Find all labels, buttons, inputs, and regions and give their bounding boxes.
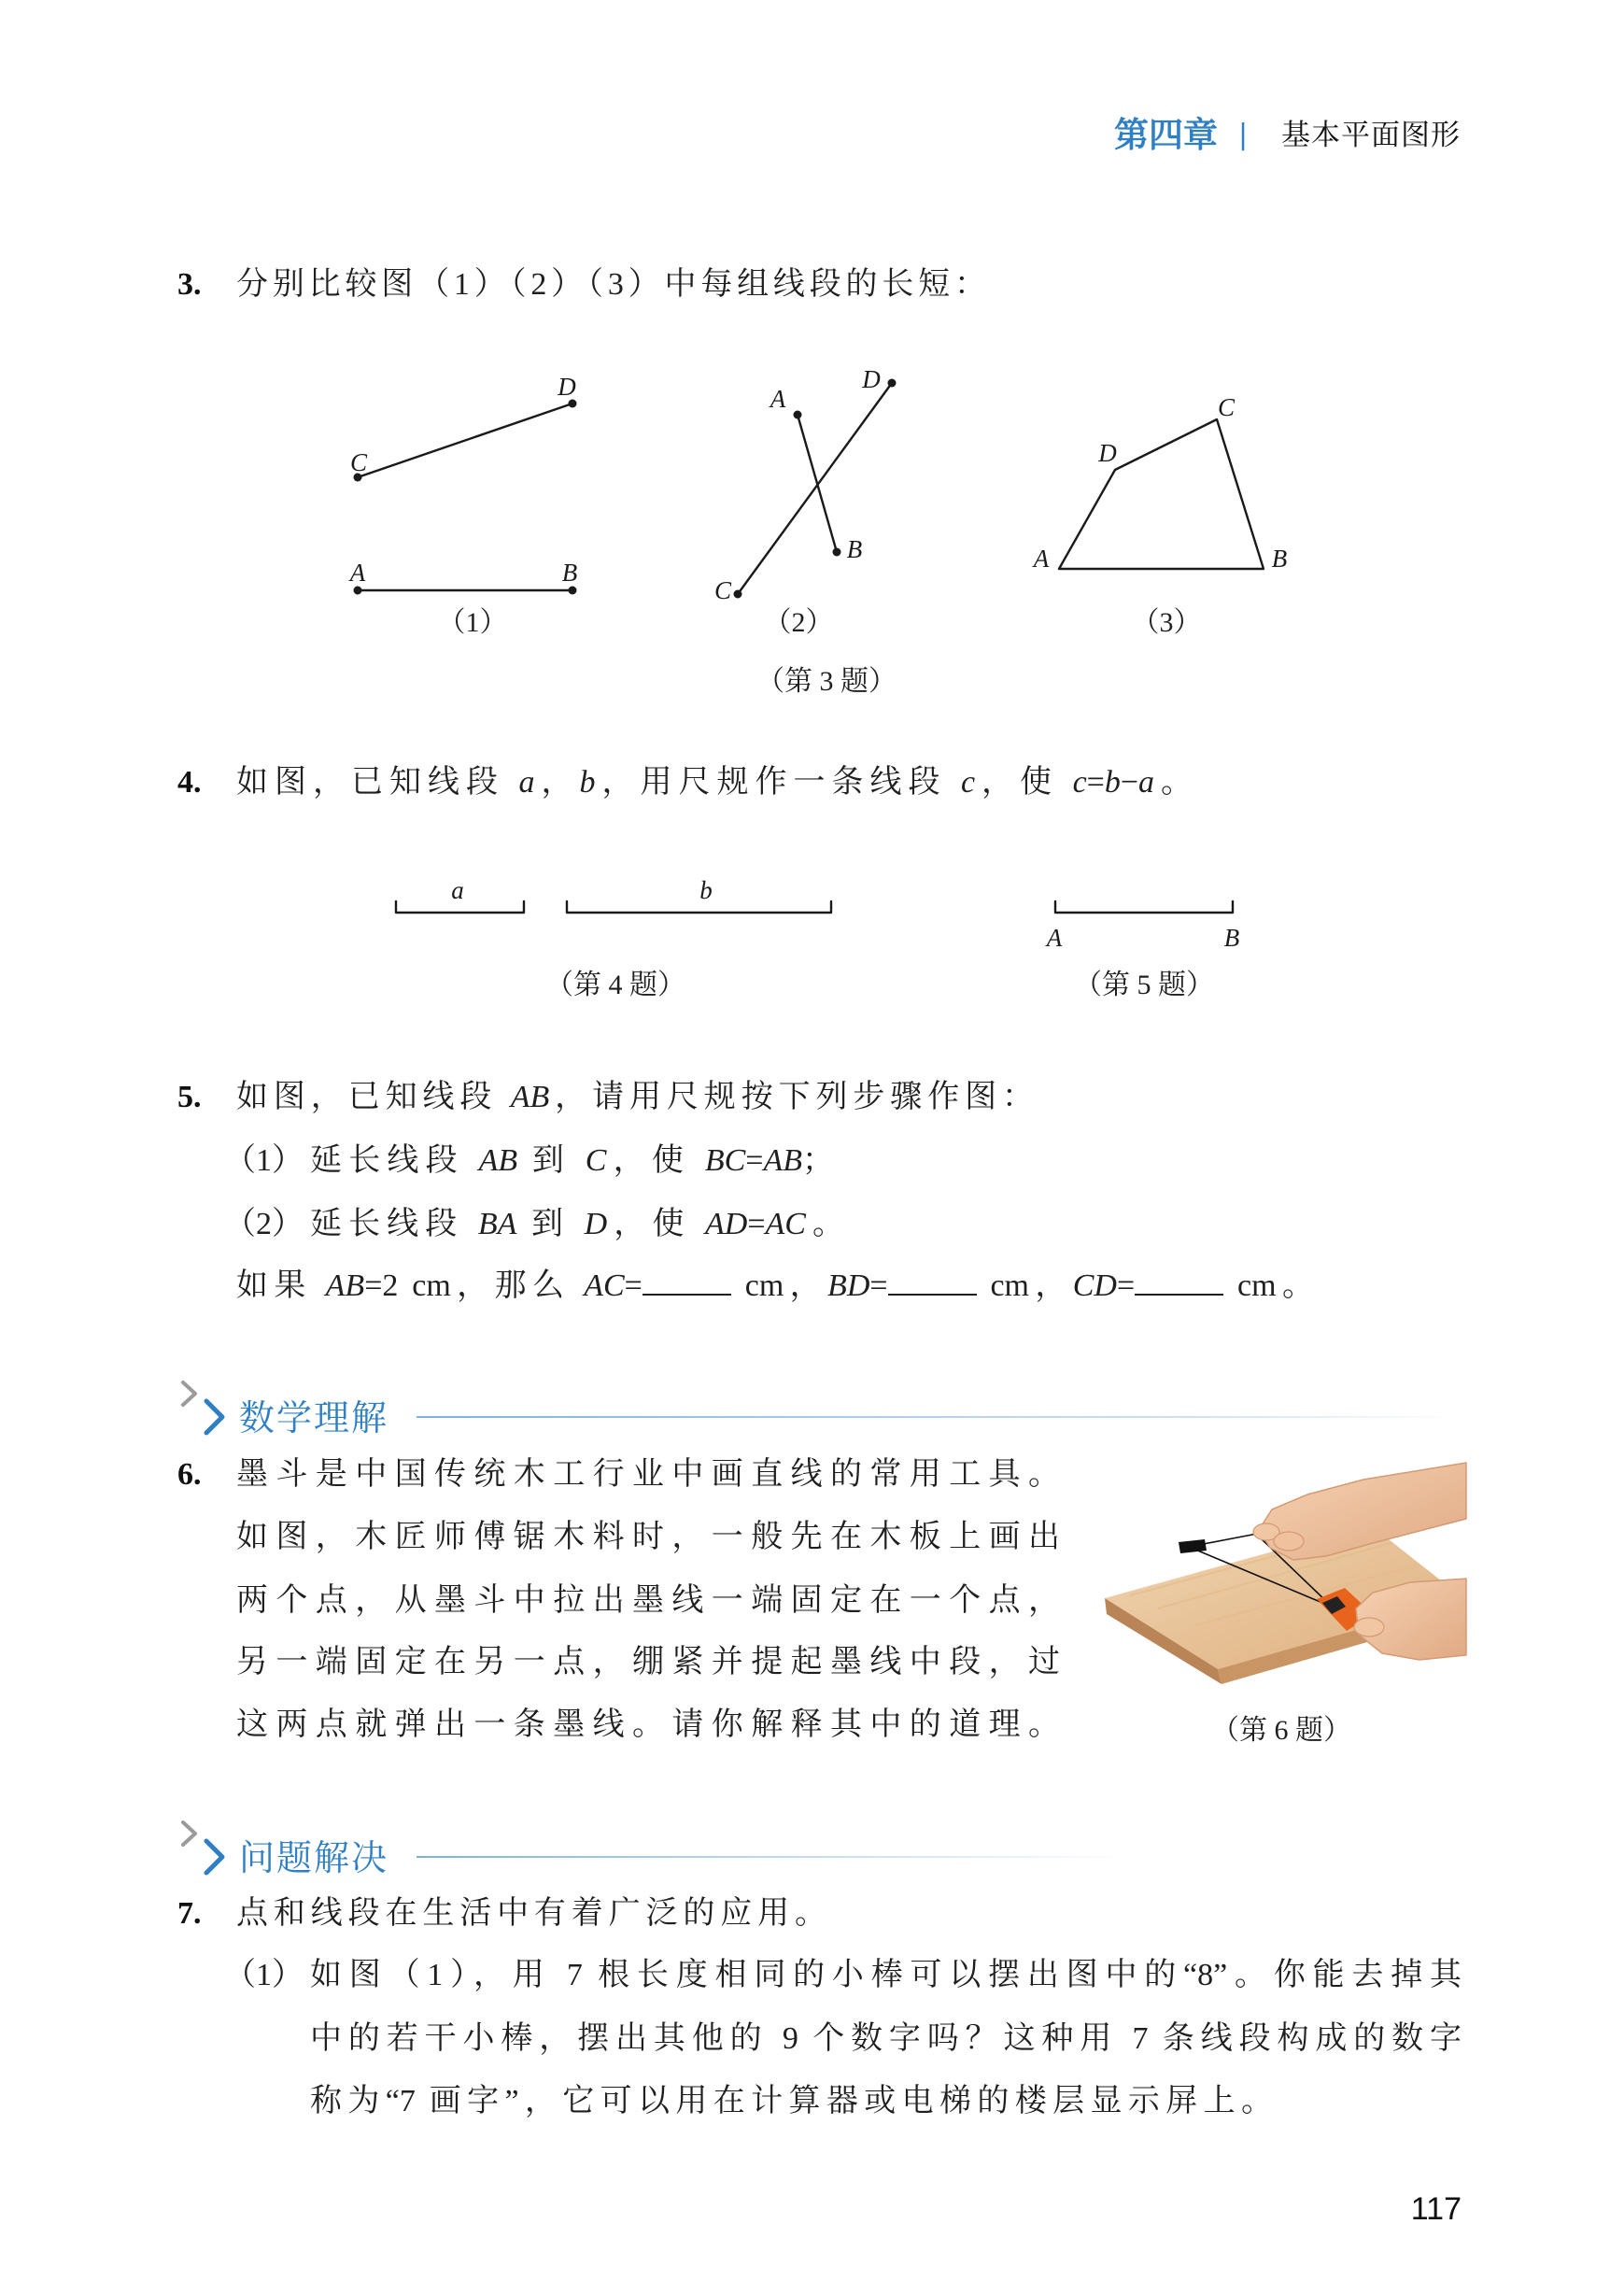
point-label-a: A (1046, 924, 1063, 952)
section-title-solving: 问题解决 (239, 1837, 389, 1878)
problem-3-figure-caption: （第 3 题） (756, 666, 897, 697)
math-variable: AC (584, 1268, 625, 1303)
problem-5-figure-caption: （第 5 题） (1074, 970, 1214, 1000)
figure-part-3 (1032, 393, 1288, 573)
problem-6-line: 另一端固定在另一点，绷紧并提起墨线中段，过 (236, 1645, 1060, 1679)
point-d (888, 379, 897, 388)
point-b (833, 548, 841, 557)
problem-6-line: 这两点就弹出一条墨线。请你解释其中的道理。 (236, 1707, 1060, 1742)
math-variable: CD (1072, 1268, 1117, 1303)
problem-4-5-figures (374, 869, 1270, 953)
step-2-label: （2） (224, 1207, 304, 1241)
math-variable: a (518, 765, 535, 800)
segment-cd (738, 383, 892, 594)
point-label-a: A (349, 559, 366, 587)
math-variable: AB (510, 1080, 550, 1114)
answer-blank (888, 1266, 977, 1296)
problem-6-line: 如图，木匠师傅锯木料时，一般先在木板上画出 (236, 1520, 1060, 1554)
segment-ab (1055, 901, 1233, 913)
section-divider (417, 1416, 1454, 1418)
section-title-understanding: 数学理解 (239, 1397, 389, 1438)
point-label-c: C (713, 576, 732, 604)
carpenter-ink-line-photo (1093, 1457, 1466, 1691)
point-label-b: B (1271, 545, 1288, 573)
figure-part-2-caption: （2） (763, 607, 834, 638)
chapter-title: 基本平面图形 (1281, 119, 1461, 152)
math-variable: BD (827, 1268, 870, 1303)
math-variable: AB (478, 1143, 518, 1178)
segment-ab (798, 415, 837, 552)
figure-part-2 (714, 365, 897, 604)
math-variable: c (960, 765, 976, 800)
problem-6-line: 两个点，从墨斗中拉出墨线一端固定在一个点， (236, 1583, 1060, 1618)
math-variable: AB (325, 1268, 365, 1303)
math-variable: D (584, 1207, 608, 1241)
math-variable: BA (477, 1207, 517, 1241)
point-label-b: B (846, 535, 863, 563)
point-a (354, 587, 362, 595)
step-1-label: （1） (224, 1143, 304, 1178)
quadrilateral-abcd (1059, 419, 1264, 569)
point-label-d: D (862, 365, 881, 393)
header-divider: | (1238, 119, 1249, 151)
math-variable: b (579, 765, 596, 800)
double-chevron-right-icon (174, 1373, 230, 1438)
problem-3-number: 3. (177, 267, 202, 302)
segment-cd (358, 404, 572, 477)
math-variable: AB (763, 1143, 803, 1178)
figure-part-3-caption: （3） (1131, 607, 1202, 638)
double-chevron-right-icon (174, 1813, 230, 1878)
problem-7-number: 7. (177, 1896, 202, 1931)
point-c (734, 590, 742, 599)
point-label-c: C (1217, 393, 1236, 421)
answer-blank (1135, 1266, 1223, 1296)
figure-part-1-caption: （1） (437, 607, 508, 638)
part-1-line: 如图（1），用 7 根长度相同的小棒可以摆出图中的“8”。你能去掉其 (310, 1958, 1462, 1992)
point-label-d: D (1098, 439, 1117, 467)
problem-4-figure-caption: （第 4 题） (545, 970, 685, 1000)
problem-6-figure-caption: （第 6 题） (1211, 1715, 1351, 1746)
section-divider (417, 1856, 1126, 1858)
point-a (794, 411, 802, 419)
math-variable: AC (765, 1207, 806, 1241)
problem-7-text: 点和线段在生活中有着广泛的应用。 (236, 1896, 826, 1931)
chapter-label: 第四章 (1114, 115, 1218, 155)
problem-3-figure (318, 355, 1345, 616)
point-label-a: A (1033, 545, 1050, 573)
step-2-text: 延长线段 BA 到 D，使 AD=AC。 (310, 1207, 845, 1241)
upper-hand (1253, 1463, 1466, 1560)
point-label-d: D (558, 373, 576, 401)
problem-5-question: 如果 AB=2 cm，那么 AC= cm，BD= cm，CD= cm。 (236, 1263, 1314, 1310)
math-variable: a (1138, 765, 1155, 800)
point-label-a: A (770, 385, 786, 413)
problem-6-number: 6. (177, 1457, 202, 1492)
figure-part-1 (348, 373, 578, 595)
problem-5-number: 5. (177, 1080, 202, 1114)
point-b (569, 587, 577, 595)
math-variable: C (585, 1143, 607, 1178)
part-1-line: 称为“7 画字”，它可以用在计算器或电梯的楼层显示屏上。 (310, 2084, 1273, 2118)
point-label-b: B (561, 559, 578, 587)
step-1-text: 延长线段 AB 到 C，使 BC=AB； (310, 1143, 835, 1178)
math-variable: c (1072, 765, 1087, 800)
segment-label-b: b (699, 876, 713, 904)
problem-3-text: 分别比较图（1）（2）（3）中每组线段的长短： (236, 267, 986, 302)
math-variable: b (1104, 765, 1121, 800)
part-1-line: 中的若干小棒，摆出其他的 9 个数字吗？这种用 7 条线段构成的数字 (310, 2021, 1462, 2056)
problem-5-text: 如图，已知线段 AB，请用尺规按下列步骤作图： (236, 1080, 1035, 1114)
point-label-b: B (1223, 924, 1240, 952)
math-variable: AD (704, 1207, 748, 1241)
part-1-label: （1） (224, 1958, 304, 1992)
answer-blank (643, 1266, 731, 1296)
problem-4-number: 4. (177, 765, 202, 800)
page-number: 117 (1410, 2191, 1462, 2227)
problem-6-line: 墨斗是中国传统木工行业中画直线的常用工具。 (236, 1457, 1060, 1492)
problem-4-text: 如图，已知线段 a，b，用尺规作一条线段 c，使 c=b−a。 (236, 765, 1193, 800)
segment-label-a: a (451, 876, 464, 904)
point-label-c: C (349, 448, 368, 476)
math-variable: BC (704, 1143, 746, 1178)
